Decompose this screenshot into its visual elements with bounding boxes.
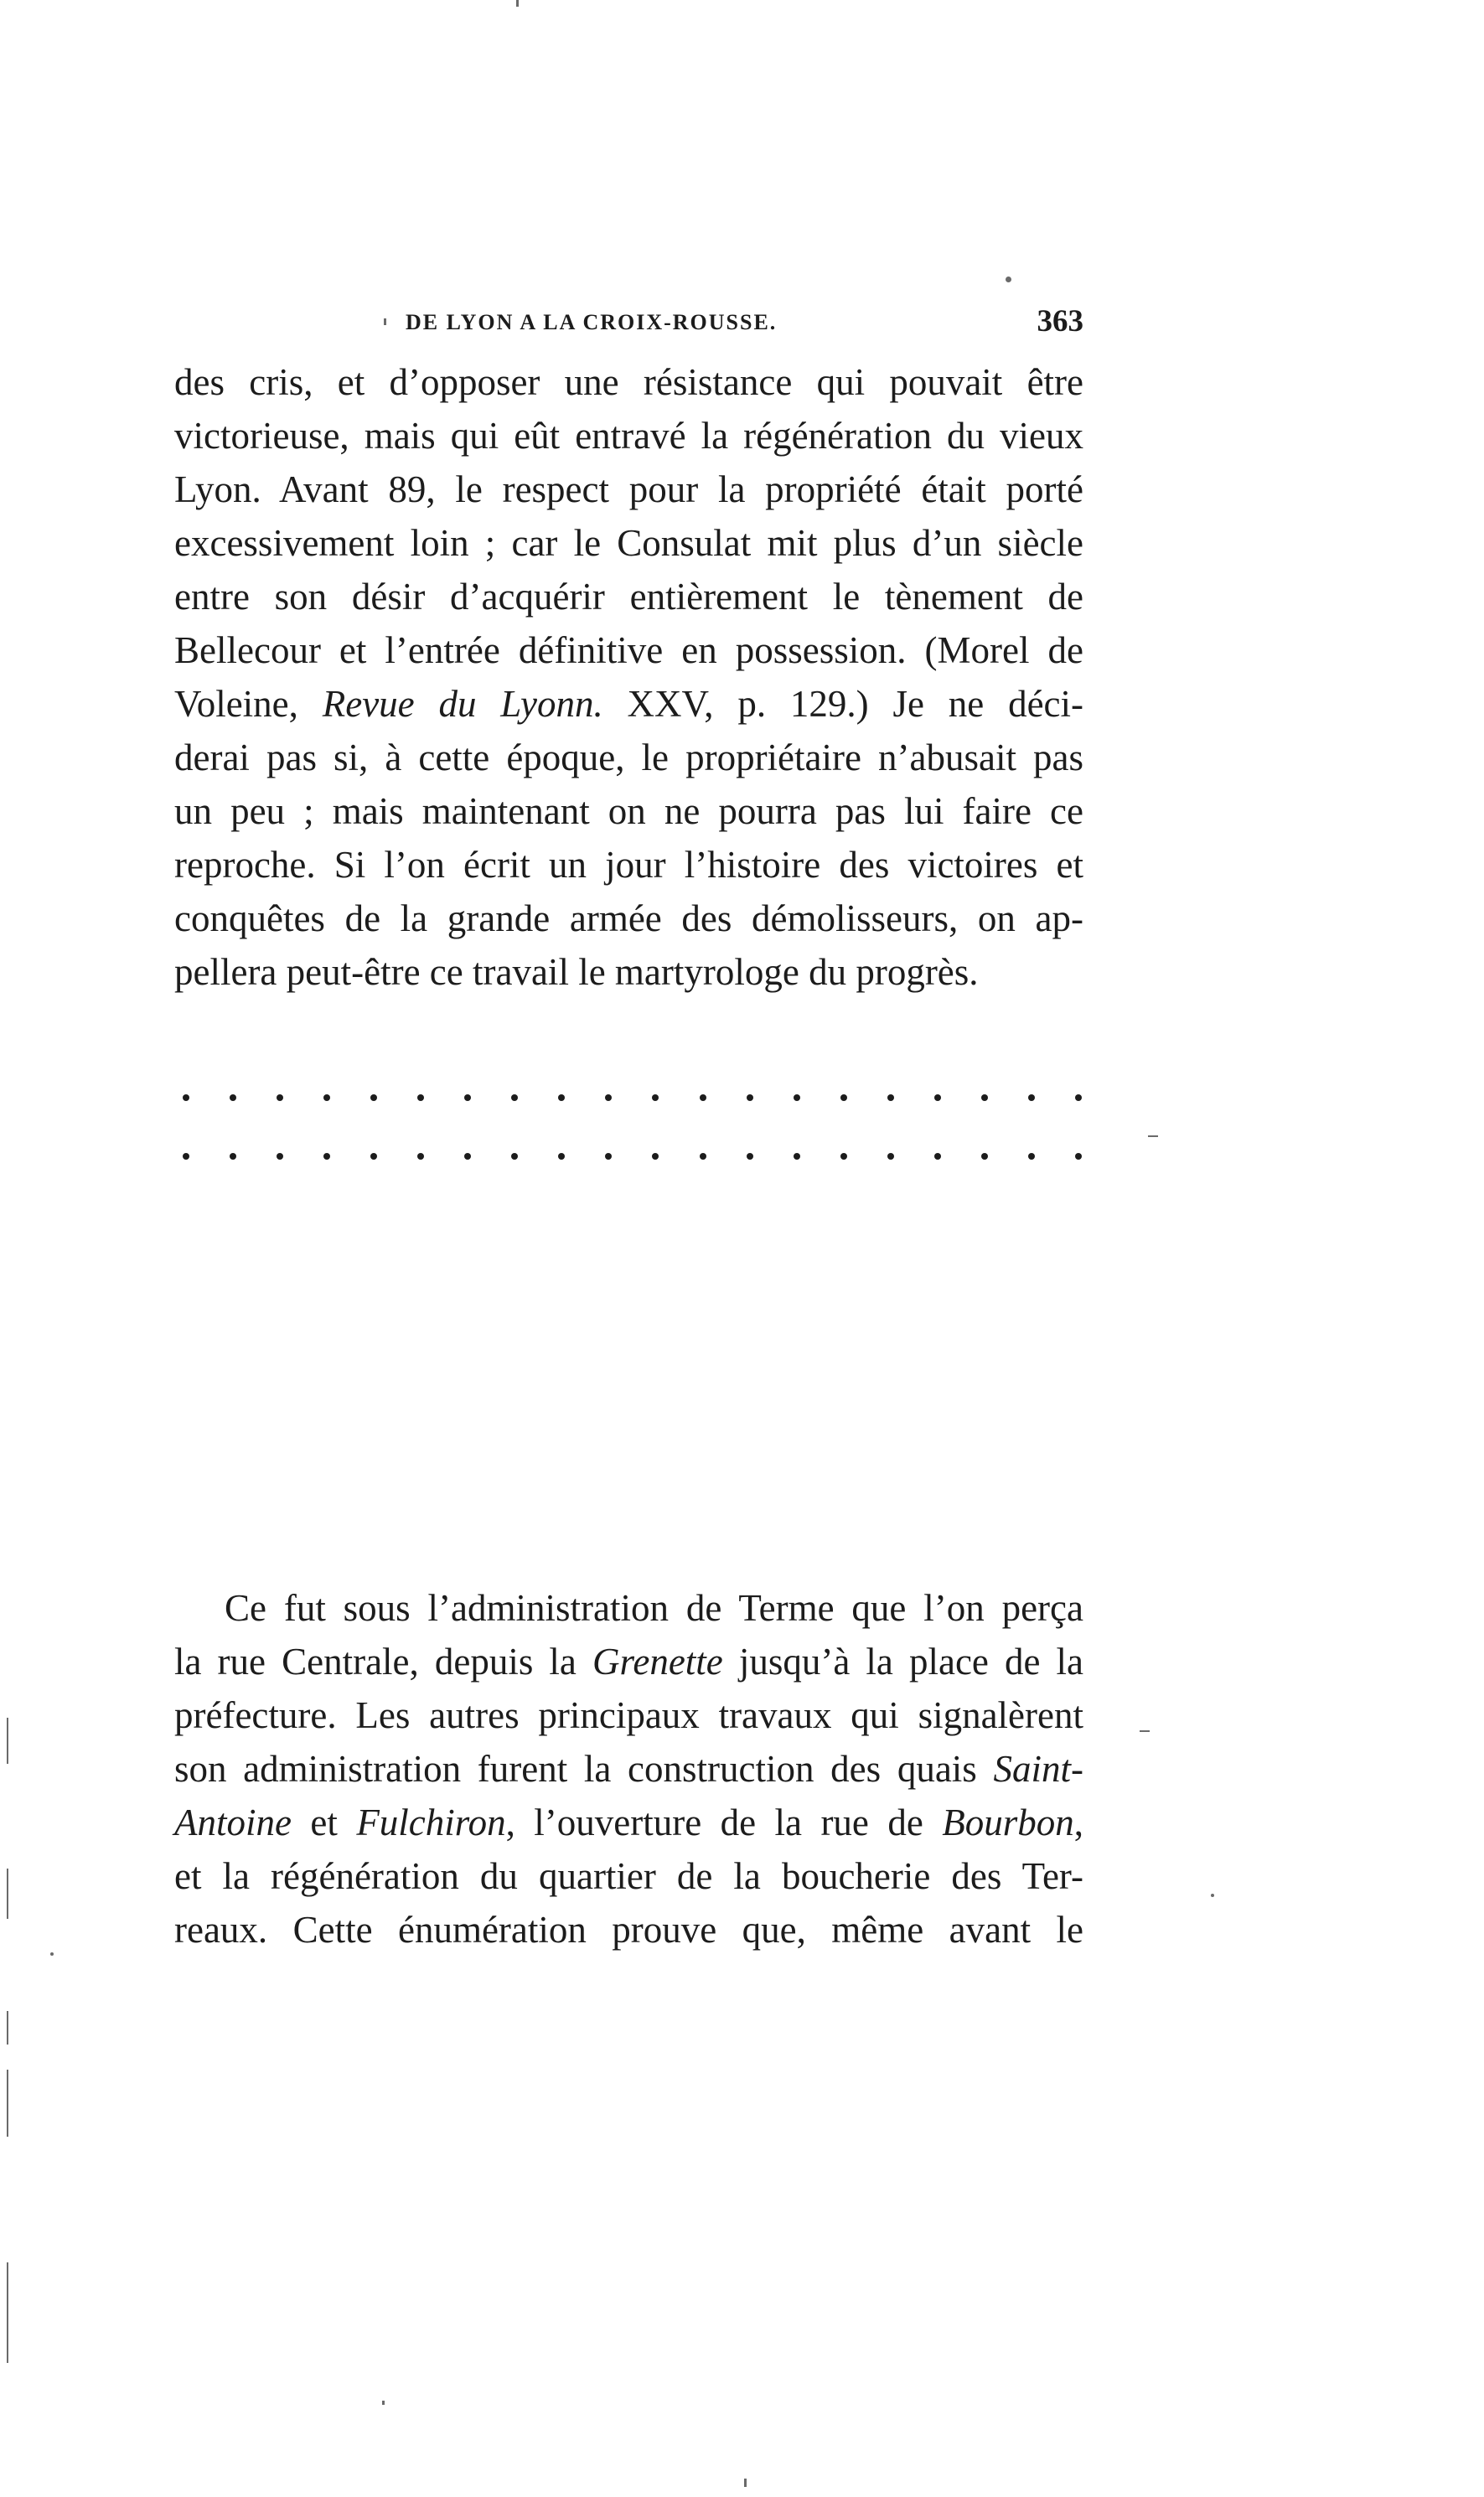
ellipsis-dot: [887, 1153, 894, 1160]
text-line: [174, 1796, 1083, 1849]
text-line: Ce fut sous l’administration de Terme que l’on perça: [225, 1587, 1083, 1629]
ellipsis-dot: [370, 1153, 377, 1160]
scan-speck: [516, 0, 519, 7]
ellipsis-dot: [558, 1094, 565, 1101]
text-fragment: ,: [1073, 1802, 1083, 1843]
running-head: [174, 303, 1083, 345]
italic-citation: Revue du Lyonn.: [322, 683, 603, 725]
text-line: reproche. Si l’on écrit un jour l’histoire des victoires et: [174, 844, 1083, 886]
text-line: [174, 1635, 1083, 1688]
text-fragment: et: [291, 1802, 357, 1843]
scan-speck: [7, 2070, 8, 2137]
ellipsis-dot: [652, 1094, 659, 1101]
text-line: entre son désir d’acquérir entièrement le tènement de: [174, 576, 1083, 618]
italic-place-name: Grenette: [592, 1641, 723, 1683]
italic-place-name: Bourbon: [942, 1802, 1074, 1843]
ellipsis-dot: [1075, 1153, 1082, 1160]
text-line: derai pas si, à cette époque, le propriétaire n’abusait pas: [174, 737, 1083, 778]
ellipsis-dot: [230, 1094, 236, 1101]
ellipsis-dot: [840, 1153, 847, 1160]
text-line: Lyon. Avant 89, le respect pour la propriété était porté: [174, 468, 1083, 510]
ellipsis-dot: [700, 1153, 706, 1160]
text-line: victorieuse, mais qui eût entravé la régénération du vieux: [174, 415, 1083, 457]
text-line: un peu ; mais maintenant on ne pourra pas lui faire ce: [174, 790, 1083, 832]
text-line: pellera peut-être ce travail le martyrologe du progrès.: [174, 951, 979, 993]
text-line: conquêtes de la grande armée des démolisseurs, on ap-: [174, 897, 1083, 939]
ellipsis-dot: [887, 1094, 894, 1101]
text-line: [174, 1742, 1083, 1796]
scan-speck: [7, 1718, 8, 1764]
ellipsis-dot: [1028, 1153, 1035, 1160]
ellipsis-dot: [652, 1153, 659, 1160]
ellipsis-dot: [511, 1094, 518, 1101]
scan-speck: [50, 1952, 54, 1956]
text-line: préfecture. Les autres principaux travaux qui signalèrent: [174, 1694, 1083, 1736]
ellipsis-dot: [323, 1094, 330, 1101]
text-line: des cris, et d’opposer une résistance qui pouvait être: [174, 361, 1083, 403]
ellipsis-dot: [277, 1153, 283, 1160]
ellipsis-dot: [230, 1153, 236, 1160]
running-title: DE LYON A LA CROIX-ROUSSE.: [406, 310, 778, 334]
text-fragment: , l’ouverture de la rue de: [505, 1802, 943, 1843]
page-number: 363: [1037, 304, 1083, 339]
scan-speck: [1006, 277, 1011, 282]
scan-speck: [382, 2401, 385, 2405]
ellipsis-dot: [277, 1094, 283, 1101]
italic-place-name: Antoine: [174, 1802, 292, 1843]
ellipsis-dot: [323, 1153, 330, 1160]
ellipsis-dot: [1075, 1094, 1082, 1101]
ellipsis-dot: [183, 1153, 189, 1160]
text-line: reaux. Cette énumération prouve que, même avant le: [174, 1909, 1083, 1951]
ellipsis-dot: [981, 1094, 988, 1101]
text-fragment: la rue Centrale, depuis la: [174, 1641, 592, 1683]
ellipsis-dot: [605, 1094, 612, 1101]
ellipsis-dot: [605, 1153, 612, 1160]
text-line: [174, 677, 1083, 731]
ellipsis-dot: [464, 1094, 471, 1101]
ellipsis-dot: [1028, 1094, 1035, 1101]
scan-speck: [7, 1869, 8, 1919]
scan-speck: [384, 318, 386, 325]
ellipsis-dot: [511, 1153, 518, 1160]
ellipsis-row: [183, 1089, 1082, 1106]
ellipsis-dot: [794, 1094, 800, 1101]
text-fragment: Voleine,: [174, 683, 323, 725]
scan-speck: [1211, 1894, 1214, 1897]
ellipsis-dot: [840, 1094, 847, 1101]
text-fragment: jusqu’à la place de la: [722, 1641, 1083, 1683]
text-fragment: son administration furent la construction des quais: [174, 1748, 994, 1790]
ellipsis-dot: [183, 1094, 189, 1101]
text-fragment: XXV, p. 129.) Je ne déci-: [602, 683, 1083, 725]
paragraph-2: [174, 1581, 1083, 1957]
ellipsis-dot: [558, 1153, 565, 1160]
scan-speck: [7, 2011, 8, 2045]
text-line: Bellecour et l’entrée définitive en possession. (Morel de: [174, 629, 1083, 671]
ellipsis-dot: [464, 1153, 471, 1160]
scan-speck: [744, 2479, 747, 2487]
ellipsis-dot: [981, 1153, 988, 1160]
italic-place-name: Fulchiron: [356, 1802, 506, 1843]
ellipsis-dot: [934, 1153, 941, 1160]
italic-place-name: Saint-: [993, 1748, 1083, 1790]
ellipsis-dot: [700, 1094, 706, 1101]
ellipsis-dot: [747, 1153, 753, 1160]
scan-speck: [7, 2262, 8, 2363]
ellipsis-dot: [417, 1153, 424, 1160]
paragraph-1: [174, 355, 1083, 999]
ellipsis-row: [183, 1148, 1082, 1165]
ellipsis-dot: [794, 1153, 800, 1160]
ellipsis-dot: [417, 1094, 424, 1101]
text-line: et la régénération du quartier de la boucherie des Ter-: [174, 1855, 1083, 1897]
ellipsis-dot: [747, 1094, 753, 1101]
ellipsis-dot: [370, 1094, 377, 1101]
scan-speck: [1148, 1135, 1158, 1137]
scan-speck: [1140, 1730, 1150, 1732]
ellipsis-dot: [934, 1094, 941, 1101]
text-line: excessivement loin ; car le Consulat mit plus d’un siècle: [174, 522, 1083, 564]
